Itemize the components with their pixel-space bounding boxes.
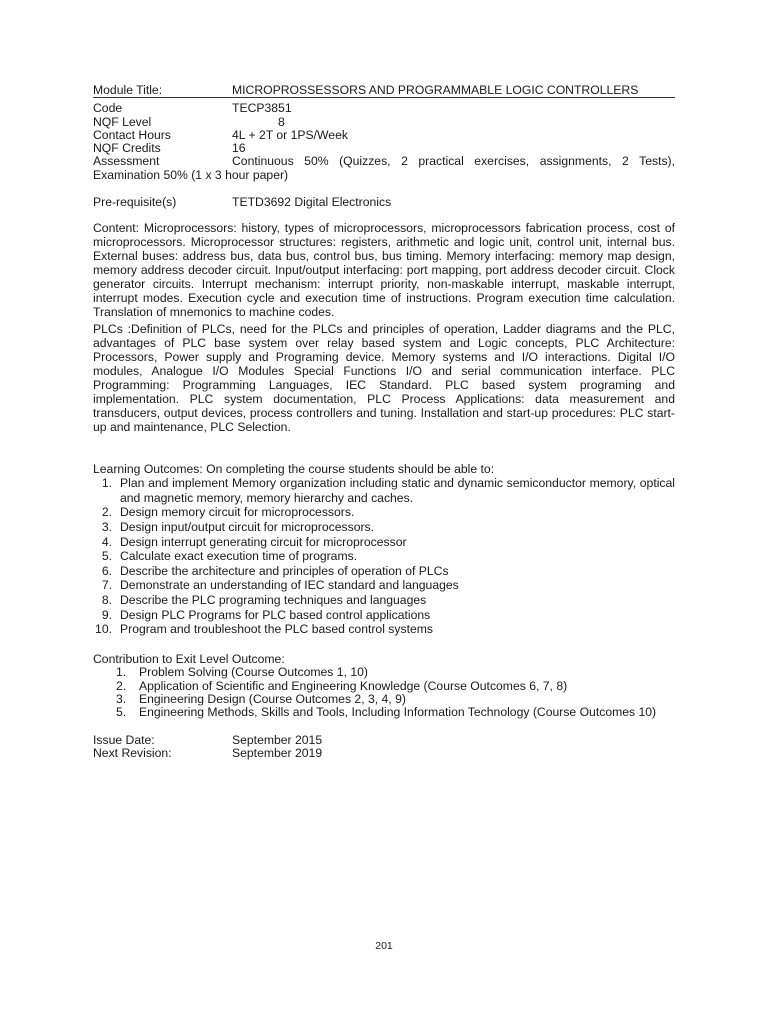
page-number: 201 [375,940,393,952]
header-rule [93,97,675,98]
contribution-item: 1. Problem Solving (Course Outcomes 1, 10) [116,665,368,680]
issue-date-row [93,734,675,747]
module-title-row [93,84,675,97]
assessment-continuation-text: Examination 50% (1 x 3 hour paper) [93,167,289,182]
learning-outcome-item: 7. Demonstrate an understanding of IEC standard and languages [101,578,459,593]
learning-outcome-item: 2. Design memory circuit for microprocessors. [101,505,355,520]
content-paragraph-microprocessors: Content: Microprocessors: history, types of microprocessors, microprocessors fabrication process, cost of microprocessors. Microprocessor structures: registers, arithmetic and logic unit, control unit, internal bus. External buses: address bus, data bus, control bus, bus timing. Memory interfacing: memory map design, memory address decoder circuit. Input/output interfacing: port mapping, port address decoder circuit. Clock generator circuits. Interrupt mechanism: interrupt priority, non-maskable interrupt, maskable interrupt, interrupt modes. Execution cycle and execution time of instructions. Program execution time calculation. Translation of mnemonics to machine codes. [93,221,675,319]
nqf-level-row [93,116,675,129]
nqf-level-label: NQF Level [93,114,152,129]
contact-hours-label: Contact Hours [93,127,171,142]
code-label: Code [93,101,123,116]
nqf-credits-label: NQF Credits [93,141,161,156]
learning-outcome-item: 4. Design interrupt generating circuit for microprocessor [101,534,407,549]
contribution-list [93,666,675,720]
nqf-credits-value: 16 [232,141,246,156]
learning-outcome-item: 10. Program and troubleshoot the PLC based control systems [95,622,433,637]
learning-outcomes-list [93,476,675,637]
issue-date-label: Issue Date: [93,732,155,747]
next-revision-row [93,747,675,760]
assessment-label: Assessment [93,154,160,169]
module-descriptor [93,84,675,761]
code-row [93,102,675,115]
next-revision-value: September 2019 [232,746,323,761]
module-title-label: Module Title: [93,83,163,97]
nqf-credits-row [93,142,675,155]
learning-outcome-item: 1. Plan and implement Memory organization including static and dynamic semiconductor memory, optical and magnetic memory, memory hierarchy and caches. [101,476,675,505]
contact-hours-value: 4L + 2T or 1PS/Week [232,127,348,142]
dates-block [93,734,675,761]
prerequisite-label: Pre-requisite(s) [93,195,177,210]
prerequisite-row [93,195,675,209]
module-title-value: MICROPROSSESSORS AND PROGRAMMABLE LOGIC CONTROLLERS [232,83,639,97]
assessment-row [93,155,675,168]
learning-outcomes-intro: Learning Outcomes: On completing the course students should be able to: [93,461,495,476]
learning-outcome-item: 3. Design input/output circuit for microprocessors. [101,520,375,535]
contribution-item: 5. Engineering Methods, Skills and Tools, Including Information Technology (Course Outcomes 10) [116,705,657,720]
assessment-continuation [93,169,675,182]
learning-outcome-item: 5. Calculate exact execution time of programs. [101,549,358,564]
next-revision-label: Next Revision: [93,746,172,761]
content-paragraph-plcs: PLCs :Definition of PLCs, need for the PLCs and principles of operation, Ladder diagrams and the PLC, advantages of PLC base system over relay based system and Logic concepts, PLC Architecture: Processors, Power supply and Programing device. Memory systems and I/O interactions. Digital I/O modules, Analogue I/O Modules Special Functions I/O and serial communication interface. PLC Programming: Programming Languages, IEC Standard. PLC based system programing and implementation. PLC system documentation, PLC Process Applications: data measurement and transducers, output devices, process controllers and tuning. Installation and start-up procedures: PLC start-up and maintenance, PLC Selection. [93,322,675,434]
assessment-value: Continuous 50% (Quizzes, 2 practical exercises, assignments, 2 Tests), [232,154,675,169]
contribution-item: 3. Engineering Design (Course Outcomes 2, 3, 4, 9) [116,692,406,707]
contribution-title: Contribution to Exit Level Outcome: [93,651,285,666]
issue-date-value: September 2015 [232,732,323,747]
contribution-item: 2. Application of Scientific and Engineering Knowledge (Course Outcomes 6, 7, 8) [116,678,568,693]
code-value: TECP3851 [232,101,292,116]
learning-outcome-item: 6. Describe the architecture and principles of operation of PLCs [101,563,449,578]
learning-outcome-item: 8. Describe the PLC programing techniques and languages [101,593,427,608]
prerequisite-value: TETD3692 Digital Electronics [232,195,392,210]
contact-hours-row [93,129,675,142]
learning-outcome-item: 9. Design PLC Programs for PLC based control applications [101,607,431,622]
nqf-level-value: 8 [278,114,285,129]
